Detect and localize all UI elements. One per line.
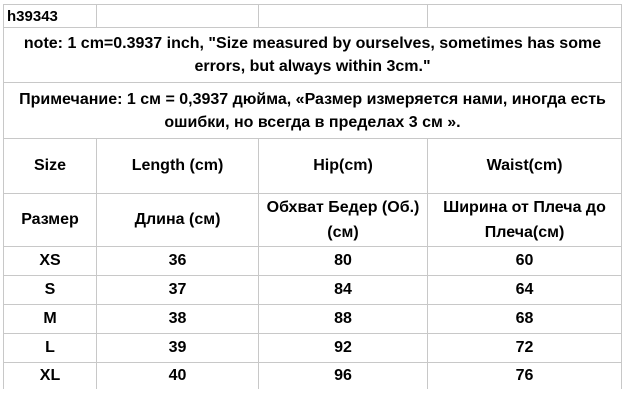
waist-cell: 60	[428, 247, 622, 276]
size-cell: S	[4, 276, 97, 305]
header-hip: Hip(cm)	[259, 139, 428, 194]
note-english-row	[4, 28, 622, 83]
waist-cell: 76	[428, 363, 622, 389]
size-cell: L	[4, 334, 97, 363]
length-cell: 39	[97, 334, 259, 363]
empty-cell	[97, 5, 259, 28]
hip-cell: 92	[259, 334, 428, 363]
size-cell: XL	[4, 363, 97, 389]
waist-cell: 64	[428, 276, 622, 305]
waist-cell: 68	[428, 305, 622, 334]
table-row	[4, 276, 622, 305]
product-id: h39343	[4, 5, 97, 28]
header-row-russian	[4, 194, 622, 247]
header-size: Size	[4, 139, 97, 194]
length-cell: 38	[97, 305, 259, 334]
header-hip-ru: Обхват Бедер (Об.) (см)	[259, 194, 428, 247]
hip-cell: 84	[259, 276, 428, 305]
length-cell: 36	[97, 247, 259, 276]
header-waist-ru: Ширина от Плеча до Плеча(см)	[428, 194, 622, 247]
table-row	[4, 363, 622, 389]
length-cell: 37	[97, 276, 259, 305]
header-row-english	[4, 139, 622, 194]
size-chart-table	[3, 4, 622, 389]
table-row	[4, 334, 622, 363]
header-length: Length (cm)	[97, 139, 259, 194]
note-russian: Примечание: 1 см = 0,3937 дюйма, «Размер измеряется нами, иногда есть ошибки, но всегда в пределах 3 см ».	[4, 83, 622, 139]
table-row	[4, 305, 622, 334]
size-cell: XS	[4, 247, 97, 276]
length-cell: 40	[97, 363, 259, 389]
empty-cell	[428, 5, 622, 28]
table-row	[4, 247, 622, 276]
hip-cell: 80	[259, 247, 428, 276]
product-id-row	[4, 5, 622, 28]
header-waist: Waist(cm)	[428, 139, 622, 194]
empty-cell	[259, 5, 428, 28]
size-cell: M	[4, 305, 97, 334]
hip-cell: 96	[259, 363, 428, 389]
note-english: note: 1 cm=0.3937 inch, "Size measured by ourselves, sometimes has some errors, but always within 3cm."	[4, 28, 622, 83]
hip-cell: 88	[259, 305, 428, 334]
header-size-ru: Размер	[4, 194, 97, 247]
waist-cell: 72	[428, 334, 622, 363]
note-russian-row	[4, 83, 622, 139]
header-length-ru: Длина (см)	[97, 194, 259, 247]
